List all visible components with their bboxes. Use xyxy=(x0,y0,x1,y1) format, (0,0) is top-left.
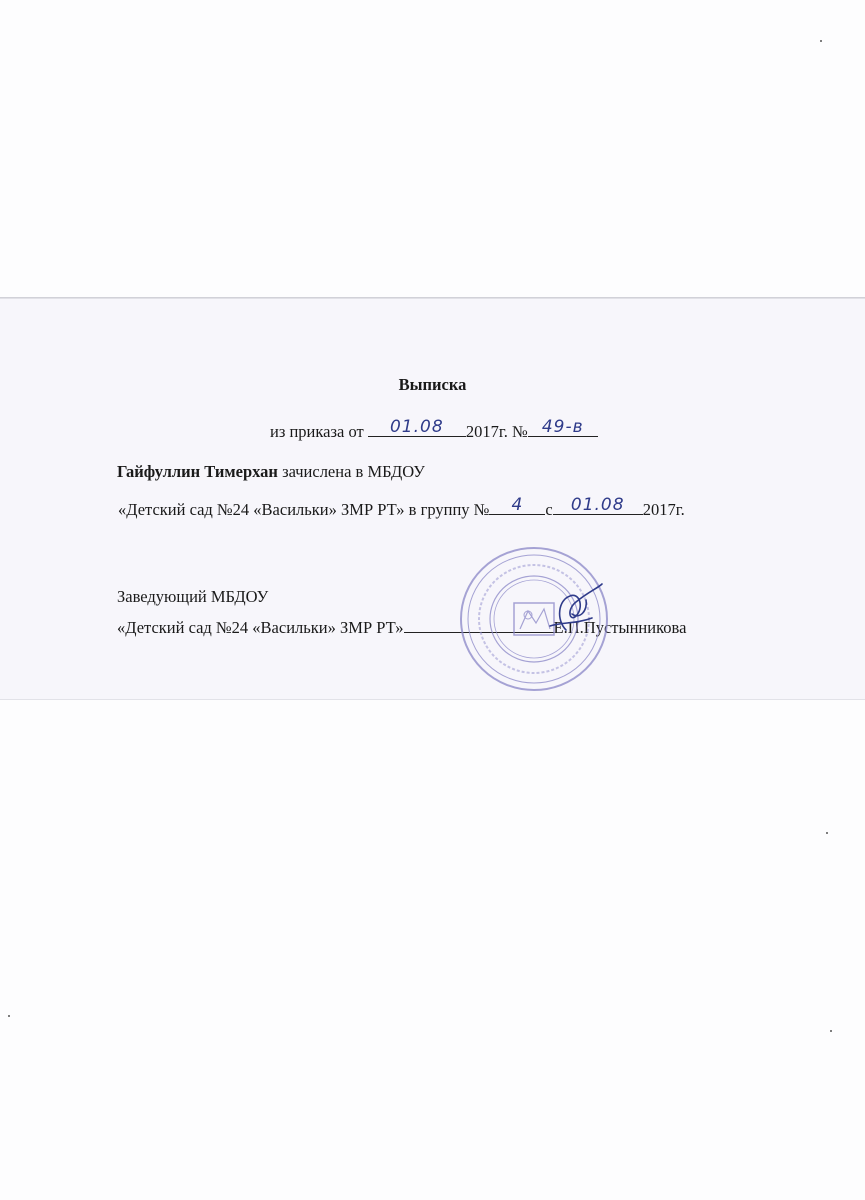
from-label: с xyxy=(545,500,553,519)
enrollment-text: зачислена в МБДОУ xyxy=(282,462,425,481)
order-prefix: из приказа от xyxy=(270,422,364,441)
child-name: Гайфуллин Тимерхан xyxy=(117,462,278,481)
signatory-position: Заведующий МБДОУ xyxy=(117,587,269,606)
scan-speck xyxy=(8,1015,10,1017)
group-number-field xyxy=(489,495,545,515)
institution-group-text: «Детский сад №24 «Васильки» ЗМР РТ» в группу № xyxy=(118,500,490,519)
scan-speck xyxy=(826,832,828,834)
order-line xyxy=(270,417,598,442)
scan-speck xyxy=(820,40,822,42)
order-year: 2017г. № xyxy=(465,422,528,441)
handwritten-signature xyxy=(536,580,616,640)
signatory-name: Е.П.Пустынникова xyxy=(553,618,687,637)
scan-speck xyxy=(830,1030,832,1032)
enrollment-year: 2017г. xyxy=(642,500,685,519)
signatory-institution: «Детский сад №24 «Васильки» ЗМР РТ» xyxy=(117,618,404,637)
group-line xyxy=(118,495,685,520)
scan-background-top xyxy=(0,0,865,298)
order-number-handwritten: 49-в xyxy=(541,417,584,437)
from-date-field xyxy=(553,495,643,515)
group-number-handwritten: 4 xyxy=(511,495,524,515)
order-date-handwritten: 01.08 xyxy=(389,417,444,437)
from-date-handwritten: 01.08 xyxy=(570,495,625,515)
scan-background-bottom xyxy=(0,700,865,1200)
order-date-field xyxy=(368,417,466,437)
enrollment-line xyxy=(117,462,425,482)
order-number-field xyxy=(528,417,598,437)
document-title: Выписка xyxy=(398,375,467,394)
